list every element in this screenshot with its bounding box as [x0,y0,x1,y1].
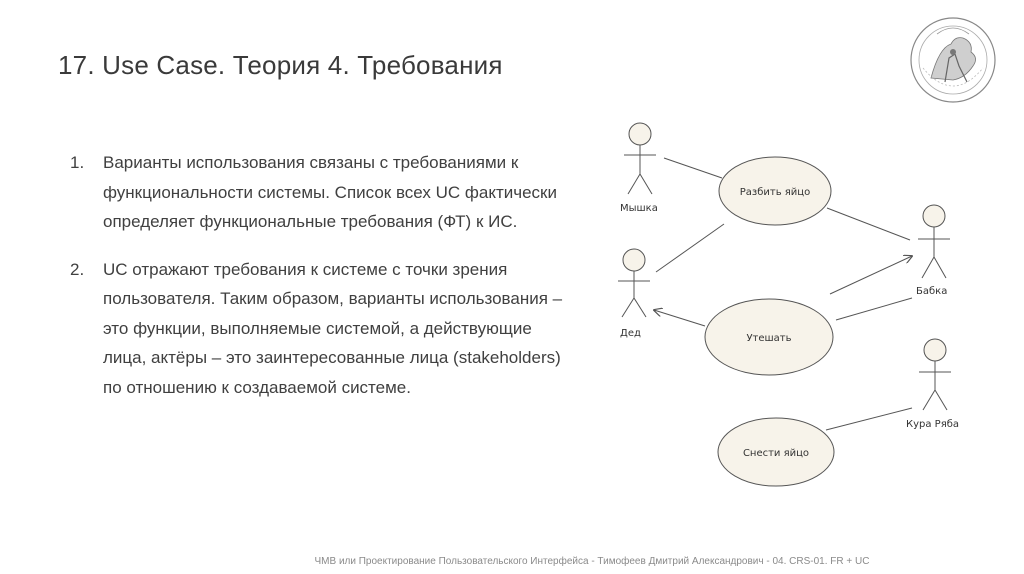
footer [0,556,1024,567]
actor-label: Бабка [916,286,948,297]
association-line [836,298,912,320]
association-line [827,208,910,240]
association-line [826,408,912,430]
list-item-number: 1. [70,153,85,172]
actor-label: Мышка [620,203,658,214]
actor-grandpa [618,249,650,317]
association-arrow [830,256,912,294]
use-case-lay-egg [718,418,834,486]
list-item-text: Варианты использования связаны с требованиями к функциональности системы. Список всех UC фактически определяет функциональные требования (ФТ) к ИС. [103,153,557,231]
association-line [656,224,724,272]
actor-label: Кура Ряба [906,419,960,430]
association-arrow [654,310,705,326]
list-item [70,255,570,403]
use-case-console [705,299,833,375]
use-case-break-egg [719,157,831,225]
actor-mouse [624,123,656,194]
slide-title: 17. Use Case. Теория 4. Требования [58,50,503,80]
list-item [70,148,570,237]
use-case-diagram [592,112,982,512]
actor-hen-ryaba [919,339,951,410]
footer-text: ЧМВ или Проектирование Пользовательского Интерфейса - Тимофеев Дмитрий Александрович - 04. CRS-01. FR + UC [314,556,870,567]
use-case-label: Снести яйцо [742,448,810,459]
list-item-number: 2. [70,259,85,279]
list-item-text: UC отражают требования к системе с точки зрения пользователя. Таким образом, варианты использования – это функции, выполняемые системой, а действующие лица, актёры – это заинтересованные лица (stakeholders) по отношению к создаваемой системе. [103,259,563,397]
use-case-label: Разбить яйцо [739,187,811,198]
actor-label: Дед [620,328,641,339]
logo-icon [893,8,1015,116]
use-case-label: Утешать [746,333,792,344]
actor-grandma [918,205,950,278]
numbered-list [70,148,570,420]
association-line [664,158,722,178]
